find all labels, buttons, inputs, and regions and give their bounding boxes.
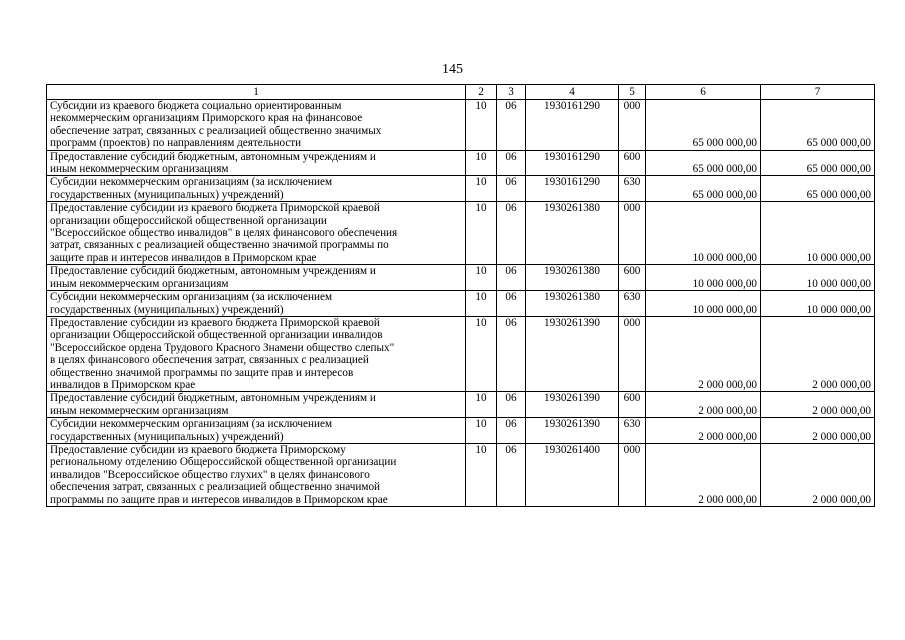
row-expense-type: 000 [619,443,646,506]
row-subsection: 06 [497,316,526,391]
row-name: Субсидии некоммерческим организациям (за исключением государственных (муниципальных) учреждений) [47,418,466,444]
row-amount-7: 65 000 000,00 [761,100,875,151]
row-expense-type: 630 [619,176,646,202]
row-subsection: 06 [497,392,526,418]
row-section: 10 [466,291,497,317]
row-amount-7: 10 000 000,00 [761,265,875,291]
row-section: 10 [466,202,497,265]
row-target-article: 1930261390 [526,392,619,418]
row-target-article: 1930261380 [526,202,619,265]
row-amount-7: 2 000 000,00 [761,443,875,506]
table-row [47,100,875,151]
row-name: Субсидии некоммерческим организациям (за исключением государственных (муниципальных) учреждений) [47,176,466,202]
table-row [47,443,875,506]
row-subsection: 06 [497,291,526,317]
row-expense-type: 600 [619,265,646,291]
row-name: Предоставление субсидий бюджетным, автономным учреждениям и иным некоммерческим организациям [47,150,466,176]
row-amount-6: 10 000 000,00 [646,291,761,317]
row-amount-7: 2 000 000,00 [761,392,875,418]
table-row [47,418,875,444]
row-target-article: 1930261380 [526,291,619,317]
row-name: Предоставление субсидий бюджетным, автономным учреждениям и иным некоммерческим организациям [47,392,466,418]
row-target-article: 1930161290 [526,150,619,176]
column-header-4: 4 [526,85,619,100]
row-amount-6: 65 000 000,00 [646,100,761,151]
row-expense-type: 000 [619,316,646,391]
column-header-5: 5 [619,85,646,100]
row-expense-type: 000 [619,202,646,265]
column-header-3: 3 [497,85,526,100]
page-number: 145 [442,62,463,77]
row-section: 10 [466,265,497,291]
row-expense-type: 630 [619,418,646,444]
row-amount-7: 10 000 000,00 [761,202,875,265]
column-header-1: 1 [47,85,466,100]
row-name: Субсидии некоммерческим организациям (за исключением государственных (муниципальных) учреждений) [47,291,466,317]
row-section: 10 [466,392,497,418]
row-name: Предоставление субсидии из краевого бюджета Приморской краевой организации Общероссийской общественной организации инвалидов "Всероссийское ордена Трудового Красного Знамени общество слепых" в целях финансового обеспечения затрат, связанных с реализацией общественно значимой программы по защите прав и интересов инвалидов в Приморском крае [47,316,466,391]
row-amount-7: 2 000 000,00 [761,418,875,444]
table-row [47,392,875,418]
row-section: 10 [466,150,497,176]
row-subsection: 06 [497,265,526,291]
row-section: 10 [466,418,497,444]
row-expense-type: 630 [619,291,646,317]
row-expense-type: 000 [619,100,646,151]
row-target-article: 1930261390 [526,316,619,391]
column-header-7: 7 [761,85,875,100]
row-name: Субсидии из краевого бюджета социально ориентированным некоммерческим организациям Приморского края на финансовое обеспечение затрат, связанных с реализацией общественно значимых программ (проектов) по направлениям деятельности [47,100,466,151]
table-row [47,176,875,202]
row-target-article: 1930161290 [526,100,619,151]
column-header-6: 6 [646,85,761,100]
column-header-2: 2 [466,85,497,100]
row-name: Предоставление субсидии из краевого бюджета Приморской краевой организации общероссийской общественной организации "Всероссийское общество инвалидов" в целях финансового обеспечения затрат, связанных с реализацией общественно значимой программы по защите прав и интересов инвалидов в Приморском крае [47,202,466,265]
table-header-row [47,85,875,100]
row-amount-7: 10 000 000,00 [761,291,875,317]
row-amount-7: 65 000 000,00 [761,150,875,176]
row-name: Предоставление субсидий бюджетным, автономным учреждениям и иным некоммерческим организациям [47,265,466,291]
table-row [47,291,875,317]
row-amount-6: 65 000 000,00 [646,150,761,176]
row-amount-7: 65 000 000,00 [761,176,875,202]
row-amount-6: 2 000 000,00 [646,316,761,391]
row-amount-6: 2 000 000,00 [646,418,761,444]
row-expense-type: 600 [619,392,646,418]
row-amount-6: 2 000 000,00 [646,443,761,506]
row-target-article: 1930261400 [526,443,619,506]
row-subsection: 06 [497,100,526,151]
row-subsection: 06 [497,202,526,265]
row-amount-6: 2 000 000,00 [646,392,761,418]
row-subsection: 06 [497,443,526,506]
row-section: 10 [466,100,497,151]
row-section: 10 [466,316,497,391]
row-name: Предоставление субсидии из краевого бюджета Приморскому региональному отделению Общероссийской общественной организации инвалидов "Всероссийское общество глухих" в целях финансового обеспечения затрат, связанных с реализацией общественно значимой программы по защите прав и интересов инвалидов в Приморском крае [47,443,466,506]
table-row [47,316,875,391]
budget-table [46,84,875,507]
row-target-article: 1930161290 [526,176,619,202]
row-amount-7: 2 000 000,00 [761,316,875,391]
row-section: 10 [466,443,497,506]
row-target-article: 1930261390 [526,418,619,444]
table-row [47,202,875,265]
row-subsection: 06 [497,418,526,444]
row-section: 10 [466,176,497,202]
row-subsection: 06 [497,176,526,202]
table-row [47,265,875,291]
row-amount-6: 65 000 000,00 [646,176,761,202]
row-amount-6: 10 000 000,00 [646,265,761,291]
row-amount-6: 10 000 000,00 [646,202,761,265]
row-subsection: 06 [497,150,526,176]
row-target-article: 1930261380 [526,265,619,291]
row-expense-type: 600 [619,150,646,176]
table-row [47,150,875,176]
